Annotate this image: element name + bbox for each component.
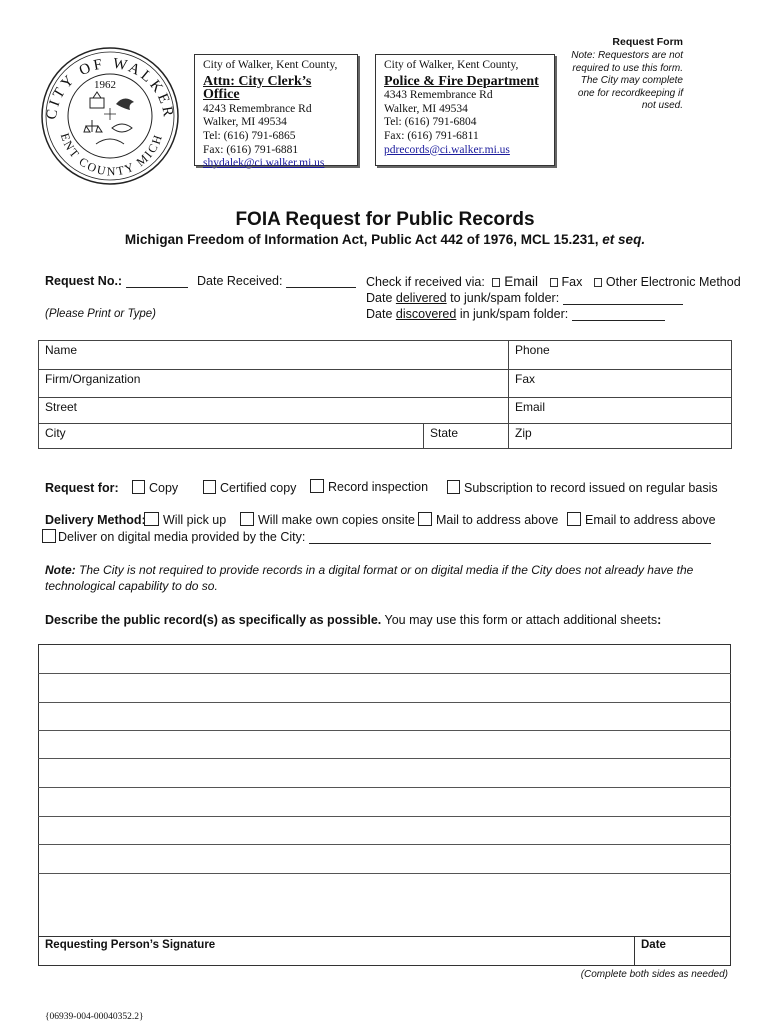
describe-instructions	[45, 613, 661, 627]
clerk-office-line1: City of Walker, Kent County,	[203, 59, 338, 71]
street-label: Street	[45, 400, 78, 414]
request-subscription-checkbox[interactable]	[447, 480, 460, 494]
description-line	[38, 873, 731, 874]
state-label: State	[430, 426, 459, 440]
date-delivered-pre: Date	[366, 291, 393, 305]
date-delivered-row	[366, 291, 683, 305]
delivery-pickup-checkbox[interactable]	[144, 512, 159, 526]
state-field[interactable]	[424, 424, 509, 449]
delivery-digital-input[interactable]	[309, 543, 711, 544]
police-office-fax: Fax: (616) 791-6811	[384, 129, 479, 142]
via-other-checkbox[interactable]	[594, 278, 602, 287]
description-line	[38, 816, 731, 817]
zip-field[interactable]	[509, 424, 732, 449]
date-delivered-post: to junk/spam folder:	[450, 291, 560, 305]
delivery-method-label: Delivery Method:	[45, 513, 146, 527]
via-fax-checkbox[interactable]	[550, 278, 558, 287]
fax-field[interactable]	[509, 370, 732, 398]
date-received-input[interactable]	[286, 287, 356, 288]
digital-note-text: The City is not required to provide records in a digital format or on digital media if the City does not already have the technological capability to do so.	[45, 563, 694, 593]
clerk-office-email-link[interactable]: shydalek@ci.walker.mi.us	[203, 157, 325, 170]
delivery-mail-option[interactable]	[418, 512, 558, 527]
digital-note-label: Note:	[45, 563, 76, 577]
city-seal	[38, 44, 182, 188]
firm-label: Firm/Organization	[45, 372, 141, 386]
clerk-office-fax: Fax: (616) 791-6881	[203, 143, 299, 156]
via-other-label: Other Electronic Method	[605, 275, 741, 289]
request-copy-label: Copy	[149, 481, 179, 495]
police-office-email-link[interactable]: pdrecords@ci.walker.mi.us	[384, 143, 510, 156]
police-office-street: 4343 Remembrance Rd	[384, 89, 493, 102]
print-type-note: (Please Print or Type)	[45, 308, 156, 320]
signature-field[interactable]	[45, 939, 215, 951]
description-line	[38, 844, 731, 845]
clerk-office-street: 4243 Remembrance Rd	[203, 102, 312, 115]
request-inspection-option[interactable]	[310, 479, 428, 494]
clerk-office-tel: Tel: (616) 791-6865	[203, 129, 296, 142]
signature-label: Requesting Person’s Signature	[45, 939, 216, 951]
police-office-city: Walker, MI 49534	[384, 102, 468, 115]
police-office-address-box	[375, 54, 555, 166]
request-form-label: Request Form	[612, 36, 683, 48]
phone-field[interactable]	[509, 341, 732, 370]
request-no-label: Request No.:	[45, 274, 123, 288]
description-line	[38, 758, 731, 759]
description-line	[38, 787, 731, 788]
record-description-area[interactable]	[38, 644, 731, 966]
delivery-pickup-option[interactable]	[144, 512, 226, 527]
date-discovered-input[interactable]	[572, 320, 665, 321]
name-field[interactable]	[39, 341, 509, 370]
request-copy-checkbox[interactable]	[132, 480, 145, 494]
request-certified-option[interactable]	[203, 480, 296, 495]
description-line	[38, 673, 731, 674]
city-field[interactable]	[39, 424, 424, 449]
delivery-mail-checkbox[interactable]	[418, 512, 432, 526]
delivery-email-option[interactable]	[567, 512, 716, 527]
date-discovered-word: discovered	[395, 307, 457, 321]
request-no-row	[45, 274, 188, 288]
email-label: Email	[515, 400, 546, 414]
page-subtitle	[0, 232, 770, 247]
request-subscription-option[interactable]	[447, 480, 718, 495]
date-received-row	[197, 274, 356, 288]
digital-note	[45, 562, 725, 594]
firm-field[interactable]	[39, 370, 509, 398]
date-discovered-post: in junk/spam folder:	[459, 307, 569, 321]
request-inspection-checkbox[interactable]	[310, 479, 324, 493]
delivery-digital-checkbox[interactable]	[42, 529, 56, 543]
delivery-pickup-label: Will pick up	[163, 513, 227, 527]
seal-top-text: CITY OF WALKER	[43, 55, 177, 121]
request-form-note: Note: Requestors are not required to use this form. The City may complete one for recordkeeping if not used.	[571, 50, 683, 112]
police-office-attn: Police & Fire Department	[384, 73, 539, 89]
complete-both-sides-note: (Complete both sides as needed)	[580, 969, 728, 980]
check-received-label: Check if received via:	[366, 275, 485, 289]
signature-date-field[interactable]	[641, 939, 666, 951]
zip-label: Zip	[515, 426, 532, 440]
description-line	[38, 702, 731, 703]
request-inspection-label: Record inspection	[328, 480, 429, 494]
via-email-label: Email	[504, 274, 539, 289]
requester-info-table	[38, 340, 732, 449]
delivery-email-checkbox[interactable]	[567, 512, 581, 526]
describe-colon: :	[657, 613, 662, 627]
describe-rest: You may use this form or attach additional sheets	[384, 613, 658, 627]
email-field[interactable]	[509, 398, 732, 424]
clerk-office-attn: Attn: City Clerk’s Office	[203, 73, 312, 103]
request-copy-option[interactable]	[132, 480, 178, 495]
seal-image	[38, 44, 182, 188]
delivery-own-copies-label: Will make own copies onsite	[258, 513, 416, 527]
request-subscription-label: Subscription to record issued on regular basis	[464, 481, 718, 495]
delivery-email-label: Email to address above	[585, 513, 716, 527]
delivery-digital-option[interactable]	[42, 529, 711, 544]
phone-label: Phone	[515, 343, 550, 357]
received-via-row	[366, 274, 741, 289]
describe-bold: Describe the public record(s) as specifically as possible.	[45, 613, 382, 627]
footer-document-code: {06939-004-00040352.2}	[45, 1012, 144, 1022]
via-fax-label: Fax	[561, 275, 583, 289]
name-label: Name	[45, 343, 78, 357]
date-delivered-input[interactable]	[563, 304, 683, 305]
signature-divider	[38, 936, 731, 937]
delivery-mail-label: Mail to address above	[436, 513, 559, 527]
street-field[interactable]	[39, 398, 509, 424]
fax-label: Fax	[515, 372, 536, 386]
delivery-own-copies-checkbox[interactable]	[240, 512, 254, 526]
signature-date-separator	[634, 936, 635, 966]
clerk-office-address-box	[194, 54, 358, 170]
via-email-checkbox[interactable]	[492, 278, 500, 287]
police-office-line1: City of Walker, Kent County,	[384, 59, 519, 71]
request-certified-checkbox[interactable]	[203, 480, 216, 494]
signature-date-label: Date	[641, 939, 666, 951]
delivery-own-copies-option[interactable]	[240, 512, 415, 527]
delivery-digital-label: Deliver on digital media provided by the City:	[58, 530, 306, 544]
seal-year: 1962	[94, 79, 116, 91]
description-line	[38, 730, 731, 731]
police-office-tel: Tel: (616) 791-6804	[384, 116, 477, 129]
page-title: FOIA Request for Public Records	[235, 209, 535, 230]
request-certified-label: Certified copy	[220, 481, 297, 495]
date-discovered-pre: Date	[366, 307, 393, 321]
date-delivered-word: delivered	[395, 291, 447, 305]
clerk-office-city: Walker, MI 49534	[203, 116, 287, 129]
date-received-label: Date Received:	[197, 274, 283, 288]
subtitle-italic: et seq.	[602, 232, 646, 247]
subtitle-text: Michigan Freedom of Information Act, Public Act 442 of 1976, MCL 15.231,	[124, 232, 599, 247]
request-for-label: Request for:	[45, 481, 119, 495]
date-discovered-row	[366, 307, 665, 321]
seal-bottom-text: ENT COUNTY MICH	[57, 131, 166, 179]
city-label: City	[45, 426, 66, 440]
request-no-input[interactable]	[126, 287, 188, 288]
